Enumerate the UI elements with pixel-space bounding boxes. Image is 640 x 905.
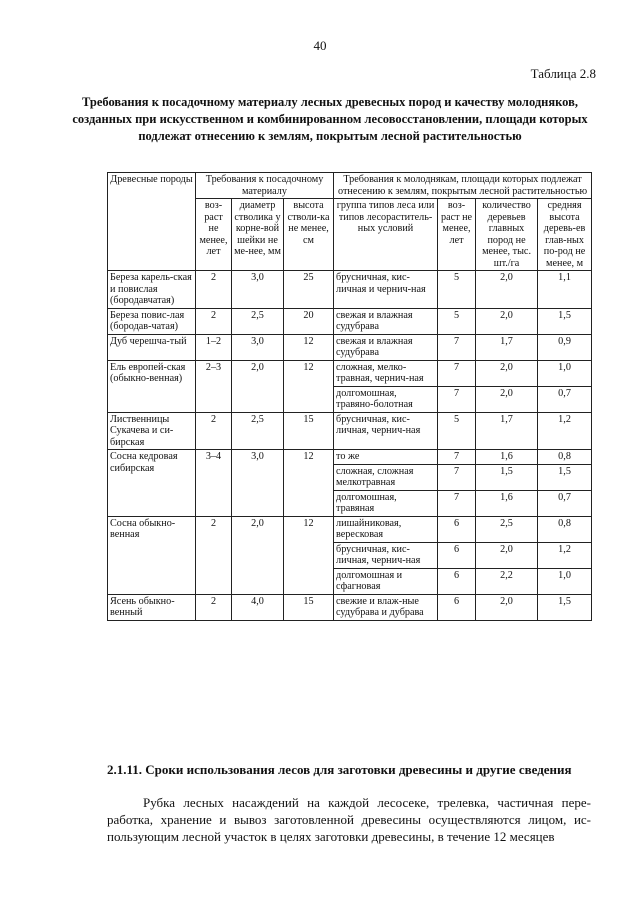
cell-age: 2	[196, 594, 232, 620]
cell-forest-type: долгомошная, травяно-болотная	[334, 386, 438, 412]
cell-species: Сосна обыкно-венная	[108, 516, 196, 594]
cell-diameter: 2,0	[232, 360, 284, 412]
table-row	[108, 334, 592, 360]
cell-height: 25	[284, 271, 334, 309]
body-paragraph: Рубка лесных насаждений на каждой лесосеке, трелевка, частичная пере-работка, хранение и вывоз заготовленной древесины осуществляются лицом, ис-пользующим лесной участок в целях заготовки древесины, в течение 12 месяцев	[107, 795, 591, 844]
cell-tree-count: 2,0	[476, 594, 538, 620]
table-label: Таблица 2.8	[530, 66, 596, 81]
cell-young-age: 7	[438, 334, 476, 360]
cell-species: Дуб черешча-тый	[108, 334, 196, 360]
cell-mean-height: 1,0	[538, 568, 592, 594]
cell-tree-count: 2,0	[476, 308, 538, 334]
cell-tree-count: 1,5	[476, 464, 538, 490]
table-row	[108, 450, 592, 465]
table-row	[108, 516, 592, 542]
header-young-age: воз-раст не менее, лет	[438, 199, 476, 271]
cell-young-age: 6	[438, 542, 476, 568]
table-row	[108, 271, 592, 309]
cell-tree-count: 2,0	[476, 271, 538, 309]
table-row	[108, 594, 592, 620]
cell-tree-count: 1,6	[476, 490, 538, 516]
cell-forest-type: брусничная, кис-личная, чернич-ная	[334, 412, 438, 450]
cell-mean-height: 0,8	[538, 516, 592, 542]
cell-mean-height: 1,2	[538, 412, 592, 450]
cell-tree-count: 2,0	[476, 542, 538, 568]
header-planting: Требования к посадочному материалу	[196, 173, 334, 199]
cell-diameter: 2,5	[232, 412, 284, 450]
cell-young-age: 6	[438, 516, 476, 542]
cell-diameter: 3,0	[232, 450, 284, 517]
cell-tree-count: 2,0	[476, 386, 538, 412]
cell-mean-height: 1,5	[538, 308, 592, 334]
cell-species: Береза карель-ская и повислая (бородавчатая)	[108, 271, 196, 309]
cell-tree-count: 2,2	[476, 568, 538, 594]
cell-height: 20	[284, 308, 334, 334]
cell-mean-height: 1,5	[538, 464, 592, 490]
cell-diameter: 3,0	[232, 271, 284, 309]
cell-forest-type: брусничная, кис-личная и чернич-ная	[334, 271, 438, 309]
cell-forest-type: свежая и влажная судубрава	[334, 334, 438, 360]
cell-species: Береза повис-лая (бородав-чатая)	[108, 308, 196, 334]
section-heading: 2.1.11. Сроки использования лесов для заготовки древесины и другие сведения	[107, 762, 572, 777]
table-title: Требования к посадочному материалу лесных древесных пород и качеству молодняков, созданных при искусственном и комбинированном лесовосстановлении, площади которых подлежат отнесению к землям, покрытым лесной растительностью	[72, 95, 588, 143]
cell-mean-height: 1,5	[538, 594, 592, 620]
header-forest-type: группа типов леса или типов лесораститель-ных условий	[334, 199, 438, 271]
cell-forest-type: свежие и влаж-ные судубрава и дубрава	[334, 594, 438, 620]
cell-height: 12	[284, 334, 334, 360]
header-tree-count: количество деревьев главных пород не менее, тыс. шт./га	[476, 199, 538, 271]
cell-mean-height: 0,9	[538, 334, 592, 360]
cell-mean-height: 0,7	[538, 386, 592, 412]
cell-mean-height: 1,0	[538, 360, 592, 386]
cell-tree-count: 2,0	[476, 360, 538, 386]
cell-young-age: 7	[438, 464, 476, 490]
cell-height: 12	[284, 360, 334, 412]
cell-mean-height: 0,8	[538, 450, 592, 465]
cell-tree-count: 2,5	[476, 516, 538, 542]
cell-height: 15	[284, 412, 334, 450]
cell-forest-type: свежая и влажная судубрава	[334, 308, 438, 334]
cell-young-age: 7	[438, 360, 476, 386]
cell-age: 2	[196, 271, 232, 309]
cell-age: 2	[196, 308, 232, 334]
header-diameter: диаметр стволика у корне-вой шейки не ме-нее, мм	[232, 199, 284, 271]
cell-mean-height: 1,2	[538, 542, 592, 568]
header-species: Древесные породы	[108, 173, 196, 271]
cell-tree-count: 1,7	[476, 334, 538, 360]
cell-height: 15	[284, 594, 334, 620]
cell-mean-height: 1,1	[538, 271, 592, 309]
cell-forest-type: долгомошная, травяная	[334, 490, 438, 516]
cell-species: Сосна кедровая сибирская	[108, 450, 196, 517]
cell-forest-type: сложная, мелко-травная, чернич-ная	[334, 360, 438, 386]
cell-forest-type: сложная, сложная мелкотравная	[334, 464, 438, 490]
cell-young-age: 5	[438, 308, 476, 334]
table-row	[108, 360, 592, 386]
cell-forest-type: долгомошная и сфагновая	[334, 568, 438, 594]
cell-young-age: 6	[438, 568, 476, 594]
cell-diameter: 3,0	[232, 334, 284, 360]
cell-forest-type: лишайниковая, вересковая	[334, 516, 438, 542]
cell-species: Ясень обыкно-венный	[108, 594, 196, 620]
cell-mean-height: 0,7	[538, 490, 592, 516]
cell-diameter: 2,0	[232, 516, 284, 594]
cell-young-age: 5	[438, 271, 476, 309]
cell-young-age: 6	[438, 594, 476, 620]
header-height: высота стволи-ка не менее, см	[284, 199, 334, 271]
page-number: 40	[313, 38, 327, 53]
cell-young-age: 7	[438, 450, 476, 465]
cell-age: 3–4	[196, 450, 232, 517]
table-row	[108, 412, 592, 450]
cell-diameter: 4,0	[232, 594, 284, 620]
cell-young-age: 7	[438, 386, 476, 412]
header-young: Требования к молоднякам, площади которых подлежат отнесению к землям, покрытым лесной растительностью	[334, 173, 592, 199]
cell-diameter: 2,5	[232, 308, 284, 334]
cell-species: Ель европей-ская (обыкно-венная)	[108, 360, 196, 412]
header-mean-height: средняя высота деревь-ев глав-ных по-род не менее, м	[538, 199, 592, 271]
cell-young-age: 5	[438, 412, 476, 450]
cell-age: 2	[196, 412, 232, 450]
cell-height: 12	[284, 516, 334, 594]
cell-age: 1–2	[196, 334, 232, 360]
cell-age: 2–3	[196, 360, 232, 412]
cell-forest-type: то же	[334, 450, 438, 465]
table-row	[108, 308, 592, 334]
cell-young-age: 7	[438, 490, 476, 516]
header-age: воз-раст не менее, лет	[196, 199, 232, 271]
cell-height: 12	[284, 450, 334, 517]
cell-age: 2	[196, 516, 232, 594]
cell-forest-type: брусничная, кис-личная, чернич-ная	[334, 542, 438, 568]
cell-tree-count: 1,6	[476, 450, 538, 465]
cell-species: Лиственницы Сукачева и си-бирская	[108, 412, 196, 450]
cell-tree-count: 1,7	[476, 412, 538, 450]
requirements-table	[107, 172, 592, 621]
